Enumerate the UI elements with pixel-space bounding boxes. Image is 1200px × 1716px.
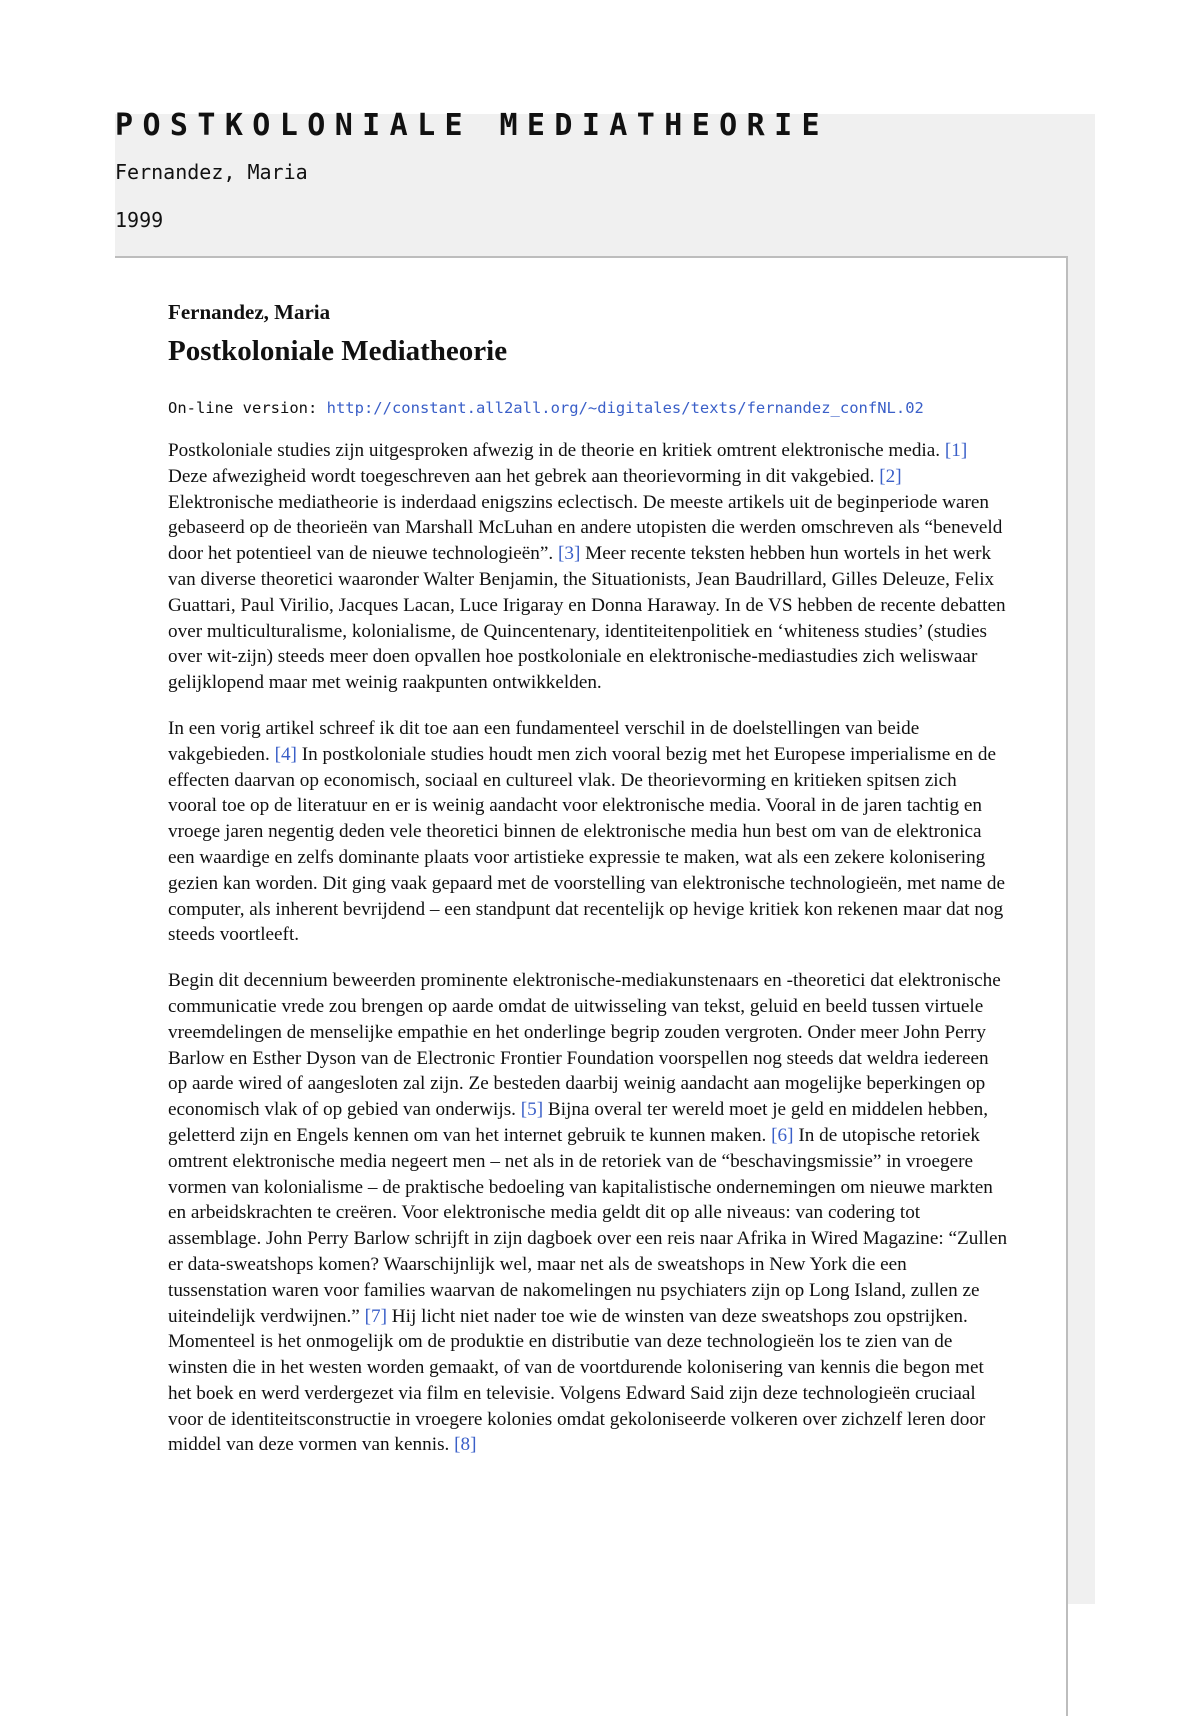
footnote-link-5[interactable]: [5]	[520, 1099, 544, 1121]
article-container	[115, 256, 1068, 1716]
online-version-label: On-line version:	[168, 399, 327, 417]
paragraph-text: Meer recente teksten hebben hun wortels in het werk van diverse theoretici waaronder Walter Benjamin, the Situationists, Jean Baudrillard, Gilles Deleuze, Felix Guattari, Paul Virilio, Jacques Lacan, Luce Irigaray en Donna Haraway. In de VS hebben de recente debatten over multiculturalisme, kolonialisme, de Quincentenary, identiteitenpolitiek en ‘whiteness studies’ (studies over wit-zijn) steeds meer doen opvallen hoe postkoloniale en elektronische-mediastudies zich weliswaar gelijklopend maar met weinig raakpunten ontwikkelden.	[168, 543, 1006, 694]
article-title: Postkoloniale Mediatheorie	[168, 335, 508, 367]
paragraph-text: Postkoloniale studies zijn uitgesproken afwezig in de theorie en kritiek omtrent elektronische media.	[168, 440, 945, 461]
footnote-link-7[interactable]: [7]	[364, 1305, 387, 1327]
article-author: Fernandez, Maria	[168, 300, 331, 324]
document-year: 1999	[115, 208, 164, 232]
footnote-link-4[interactable]: [4]	[274, 743, 297, 765]
paragraph-text: Deze afwezigheid wordt toegeschreven aan het gebrek aan theorievorming in dit vakgebied.	[168, 465, 880, 487]
document-author: Fernandez, Maria	[115, 160, 308, 184]
paragraph-text: Bijna overal ter wereld moet je geld en middelen hebben, geletterd zijn en Engels kennen om van het internet gebruik te kunnen maken.	[168, 1099, 989, 1146]
paragraph-text: Elektronische mediatheorie is inderdaad enigszins eclectisch. De meeste artikels uit de beginperiode waren gebaseerd op de theorieën van Marshall McLuhan en andere utopisten die werden omschreven als “beneveld door het potentieel van de nieuwe technologieën”.	[168, 491, 1003, 565]
footnote-link-2[interactable]: [2]	[879, 465, 902, 487]
online-version-link[interactable]: http://constant.all2all.org/~digitales/texts/fernandez_confNL.02	[326, 399, 924, 417]
footnote-link-3[interactable]: [3]	[558, 543, 581, 565]
paragraph-3	[168, 968, 1008, 1458]
footnote-link-1[interactable]: [1]	[944, 440, 968, 461]
paragraph-2	[168, 716, 1008, 948]
paragraph-1	[168, 438, 1008, 696]
online-version-line	[168, 398, 1008, 418]
document-title: POSTKOLONIALE MEDIATHEORIE	[115, 108, 829, 143]
paragraph-text: In de utopische retoriek omtrent elektronische media negeert men – net als in de retoriek van de “beschavingsmissie” in vroegere vormen van kolonialisme – de praktische bedoeling van kapitalistische ondernemingen om nieuwe markten en arbeidskrachten te creëren. Voor elektronische media geldt dit op alle niveaus: van codering tot assemblage. John Perry Barlow schrijft in zijn dagboek over een reis naar Afrika in Wired Magazine: “Zullen er data-sweatshops komen? Waarschijnlijk wel, maar net als de sweatshops in New York die een tussenstation waren voor families waarvan de nakomelingen nu psychiaters zijn op Long Island, zullen ze uiteindelijk verdwijnen.”	[168, 1124, 1008, 1327]
paragraph-text: Begin dit decennium beweerden prominente elektronische-mediakunstenaars en -theoretici dat elektronische communicatie vrede zou brengen op aarde omdat de uitwisseling van tekst, geluid en beeld tussen virtuele vreemdelingen de menselijke empathie en het onderlinge begrip zouden vergroten. Onder meer John Perry Barlow en Esther Dyson van de Electronic Frontier Foundation voorspellen nog steeds dat weldra iedereen op aarde wired of aangesloten zal zijn. Ze besteden daarbij weinig aandacht aan mogelijke beperkingen op economisch vlak of op gebied van onderwijs.	[168, 970, 1001, 1121]
footnote-link-6[interactable]: [6]	[771, 1124, 794, 1146]
paragraph-text: Hij licht niet nader toe wie de winsten van deze sweatshops zou opstrijken. Momenteel is het onmogelijk om de produktie en distributie van deze technologieën los te zien van de winsten die in het westen worden gemaakt, of van de voortdurende kolonisering van kennis die begon met het boek en werd verdergezet via film en televisie. Volgens Edward Said zijn deze technologieën cruciaal voor de identiteitsconstructie in vroegere kolonies omdat gekoloniseerde volkeren over zichzelf leren door middel van deze vormen van kennis.	[168, 1305, 986, 1456]
paragraph-text: In een vorig artikel schreef ik dit toe aan een fundamenteel verschil in de doelstellingen van beide vakgebieden.	[168, 717, 920, 765]
article-body	[168, 300, 1008, 1458]
paragraph-text: In postkoloniale studies houdt men zich vooral bezig met het Europese imperialisme en de effecten daarvan op economisch, sociaal en cultureel vlak. De theorievorming en kritieken spitsen zich vooral toe op de literatuur en er is weinig aandacht voor elektronische media. Vooral in de jaren tachtig en vroege jaren negentig deden vele theoretici binnen de elektronische media hun best om van de elektronica een waardige en zelfs dominante plaats voor artistieke expressie te maken, wat als een zekere kolonisering gezien kan worden. Dit ging vaak gepaard met de voorstelling van elektronische technologieën, met name de computer, als inherent bevrijdend – een standpunt dat recentelijk op hevige kritiek kon rekenen maar dat nog steeds voortleeft.	[168, 743, 1006, 946]
footnote-link-8[interactable]: [8]	[454, 1434, 477, 1456]
